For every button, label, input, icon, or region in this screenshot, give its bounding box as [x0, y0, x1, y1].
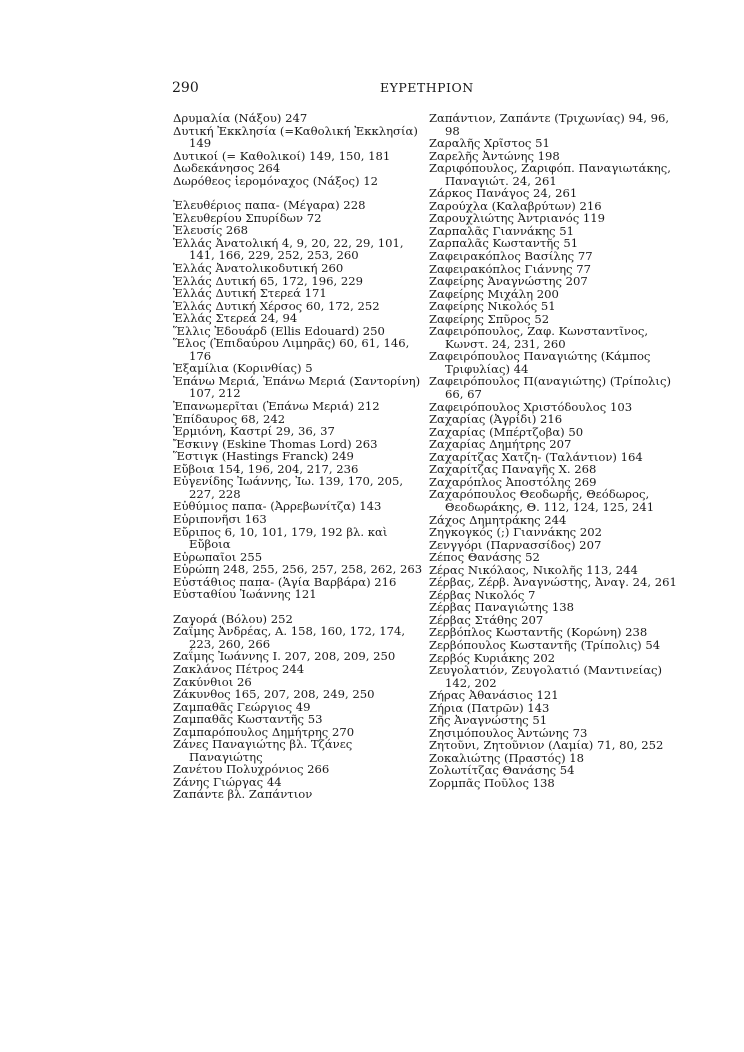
index-entry: Εὐστάθιος παπα- (Ἁγία Βαρβάρα) 216: [173, 574, 397, 589]
index-entry: Ζηγκογκός (;) Γιαννάκης 202: [429, 525, 602, 540]
index-entry: Ζαρπαλᾶς Κωσταντῆς 51: [429, 236, 579, 251]
index-column-right: [429, 112, 677, 790]
index-entry: Ζήρας Ἀθανάσιος 121: [429, 688, 559, 703]
section-gap: [173, 601, 428, 613]
index-entry: Ζάνης Γιώργας 44: [173, 774, 282, 789]
index-entry: Εὐγενίδης Ἰωάννης, Ἰω. 139, 170, 205, 227, 228: [173, 474, 404, 501]
index-entry: Ἐπίδαυρος 68, 242: [173, 411, 286, 426]
index-entry: Ζαφείρης Μιχάλη 200: [429, 286, 559, 301]
index-entry: Ζαΐμης Ἀνδρέας, Α. 158, 160, 172, 174, 223, 260, 266: [173, 624, 406, 651]
index-entry: Ζακύνθιοι 26: [173, 674, 252, 689]
index-entry: Ζορμπᾶς Ποῦλος 138: [429, 775, 555, 790]
index-entry: Ζοκαλιώτης (Πραστός) 18: [429, 750, 585, 765]
index-entry: Ζερβός Κυριάκης 202: [429, 650, 556, 665]
index-entry: Ζερβόπλος Κωσταντῆς (Κορώνη) 238: [429, 625, 648, 640]
index-entry: Ζαριφόπουλος, Ζαριφόπ. Παναγιωτάκης, Παναγιώτ. 24, 261: [429, 161, 671, 188]
index-entry: Ζαχαρόπουλος Θεοδωρῆς, Θεόδωρος, Θεοδωράκης, Θ. 112, 124, 125, 241: [429, 487, 655, 514]
index-entry: Ζαχαρίτζας Χατζη- (Ταλάντιον) 164: [429, 449, 643, 464]
index-entry: Ζαΐμης Ἰωάννης Ι. 207, 208, 209, 250: [173, 649, 396, 664]
index-entry: Ζάνες Παναγιώτης βλ. Τζάνες Παναγιώτης: [173, 737, 353, 764]
index-entry: Ζαφείρης Νικολός 51: [429, 299, 556, 314]
index-entry: Δυτική Ἐκκλησία (=Καθολική Ἐκκλησία) 149: [173, 123, 418, 151]
index-entry: Εὐρωπαῖοι 255: [173, 549, 263, 564]
index-entry: Ζαμπαθᾶς Γεώργιος 49: [173, 699, 311, 714]
index-entry: Ἑλλάς Δυτική 65, 172, 196, 229: [173, 273, 363, 288]
index-entry: Ζαραλῆς Χρῖστος 51: [429, 136, 550, 151]
index-entry: Εὐθύμιος παπα- (Ἀρρεβωνίτζα) 143: [173, 499, 382, 514]
index-entry: Ἔσκινγ (Eskine Thomas Lord) 263: [173, 436, 378, 451]
index-column-left: [173, 112, 428, 801]
index-entry: Εὐριπονῆσι 163: [173, 511, 267, 526]
index-entry: Ζαπάντε βλ. Ζαπάντιον: [173, 787, 313, 802]
index-entry: Ἑλλάς Ἀνατολικοδυτική 260: [173, 261, 344, 276]
index-entry: Ζαφειρόπουλος, Ζαφ. Κωνσταντῖνος, Κωνστ. 24, 231, 260: [429, 324, 649, 351]
index-entry: Ἑρμιόνη, Καστρί 29, 36, 37: [173, 424, 335, 439]
index-entry: Ζάκυνθος 165, 207, 208, 249, 250: [173, 687, 375, 702]
index-entry: Ζαφείρης Σπῦρος 52: [429, 311, 550, 326]
index-entry: Ἕλλις Ἐδουάρδ (Ellis Edouard) 250: [173, 323, 385, 338]
running-head: ΕΥΡΕΤΗΡΙΟΝ: [380, 80, 474, 95]
index-entry: Ἐξαμίλια (Κορινθίας) 5: [173, 361, 313, 376]
index-entry: Ζερβόπουλος Κωσταντῆς (Τρίπολις) 54: [429, 637, 661, 652]
index-entry: Ζαφείρης Ἀναγνώστης 207: [429, 274, 588, 289]
index-entry: Ἑλλάς Ἀνατολική 4, 9, 20, 22, 29, 101, 141, 166, 229, 252, 253, 260: [173, 235, 404, 263]
index-entry: Ζαχαρίας Δημήτρης 207: [429, 437, 572, 452]
index-entry: Ζαμπαρόπουλος Δημήτρης 270: [173, 724, 355, 739]
index-entry: Ἐλευθέριος παπα- (Μέγαρα) 228: [173, 198, 366, 213]
index-entry: Ζαπάντιον, Ζαπάντε (Τριχωνίας) 94, 96, 98: [429, 111, 670, 138]
index-entry: Ζέπος Θανάσης 52: [429, 550, 540, 565]
index-entry: Ζολωτίτζας Θανάσης 54: [429, 763, 575, 778]
index-entry: Δυτικοί (= Καθολικοί) 149, 150, 181: [173, 148, 391, 163]
index-entry: Ζαχαρίας (Ἀγρίδι) 216: [429, 412, 563, 427]
index-entry: Ζέρβας Στάθης 207: [429, 612, 544, 627]
page-number: 290: [172, 80, 199, 96]
index-entry: Εὔβοια 154, 196, 204, 217, 236: [173, 461, 359, 476]
index-entry: Ζαμπαθᾶς Κωσταντῆς 53: [173, 712, 323, 727]
index-entry: Ἑλλάς Δυτική Χέρσος 60, 172, 252: [173, 298, 380, 313]
index-entry: Ζαρπαλᾶς Γιαννάκης 51: [429, 223, 574, 238]
index-entry: Εὐρώπη 248, 255, 256, 257, 258, 262, 263: [173, 562, 423, 577]
index-entry: Ζαφειρόπουλος Χριστόδουλος 103: [429, 399, 633, 414]
index-entry: Ζάχος Δημητράκης 244: [429, 512, 567, 527]
index-entry: Ζαχαρίας (Μπέρτζοβα) 50: [429, 424, 584, 439]
index-entry: Ζάρκος Πανάγος 24, 261: [429, 186, 578, 201]
index-entry: Δωδεκάνησος 264: [173, 161, 281, 176]
index-entry: Ζαχαρίτζας Παναγῆς Χ. 268: [429, 462, 597, 477]
index-entry: Ἐπάνω Μεριά, Ἐπάνω Μεριά (Σαντορίνη) 107, 212: [173, 373, 421, 401]
index-entry: Ζαφειρόπουλος Π(αναγιώτης) (Τρίπολις) 66, 67: [429, 374, 671, 402]
index-entry: Ζήρια (Πατρῶν) 143: [429, 700, 550, 715]
index-entry: Ζαφειρόπουλος Παναγιώτης (Κάμπος Τριφυλίας) 44: [429, 349, 651, 376]
index-entry: Ζαρουχλιώτης Ἀντριανός 119: [429, 211, 606, 226]
index-entry: Ζῆς Ἀναγνώστης 51: [429, 713, 548, 728]
index-entry: Ἐπανωμερῖται (Ἐπάνω Μεριά) 212: [173, 399, 380, 414]
index-entry: Ζέρβας Παναγιώτης 138: [429, 600, 575, 615]
index-entry: Ἑλλάς Στερεά 24, 94: [173, 311, 298, 326]
index-entry: Ἐλευσίς 268: [173, 223, 249, 238]
index-entry: Ζαρελῆς Ἀντώνης 198: [429, 148, 560, 163]
index-entry: Ζησιμόπουλος Ἀντώνης 73: [429, 725, 588, 740]
index-entry: Ζαφειρακόπλος Βασίλης 77: [429, 249, 593, 264]
index-entry: Ζέρβας, Ζέρβ. Ἀναγνώστης, Ἀναγ. 24, 261: [429, 575, 677, 590]
index-entry: Ζακλάνος Πέτρος 244: [173, 661, 305, 676]
index-entry: Δρυμαλία (Νάξου) 247: [173, 111, 308, 125]
index-entry: Ἐλευθερίου Σπυρίδων 72: [173, 210, 322, 225]
index-entry: Εὔριπος 6, 10, 101, 179, 192 βλ. καὶ Εὔβοια: [173, 524, 388, 552]
index-entry: Δωρόθεος ἱερομόναχος (Νάξος) 12: [173, 173, 379, 188]
index-entry: Ζενγγόρι (Παρνασσίδος) 207: [429, 537, 602, 552]
index-entry: Ἕστιγκ (Hastings Franck) 249: [173, 449, 354, 464]
index-entry: Ζητοῦνι, Ζητοῦνιον (Λαμία) 71, 80, 252: [429, 738, 664, 753]
index-entry: Ζευγολατιόν, Ζευγολατιό (Μαντινείας) 142, 202: [429, 663, 663, 690]
index-entry: Ἑλλάς Δυτική Στερεά 171: [173, 286, 327, 301]
index-entry: Ζαχαρόπλος Ἀποστόλης 269: [429, 474, 597, 489]
index-entry: Ζαφειρακόπλος Γιάννης 77: [429, 261, 591, 276]
index-entry: Ἕλος (Ἐπιδαύρου Λιμηρᾶς) 60, 61, 146, 176: [173, 336, 410, 363]
index-entry: Ζέρβας Νικολός 7: [429, 587, 536, 602]
index-entry: Ζέρας Νικόλαος, Νικολῆς 113, 244: [429, 562, 638, 577]
index-entry: Ζαρούχλα (Καλαβρύτων) 216: [429, 198, 602, 213]
index-entry: Ζαγορά (Βόλου) 252: [173, 611, 293, 626]
index-entry: Ζανέτου Πολυχρόνιος 266: [173, 762, 330, 777]
index-entry: Εὐσταθίου Ἰωάννης 121: [173, 587, 317, 602]
